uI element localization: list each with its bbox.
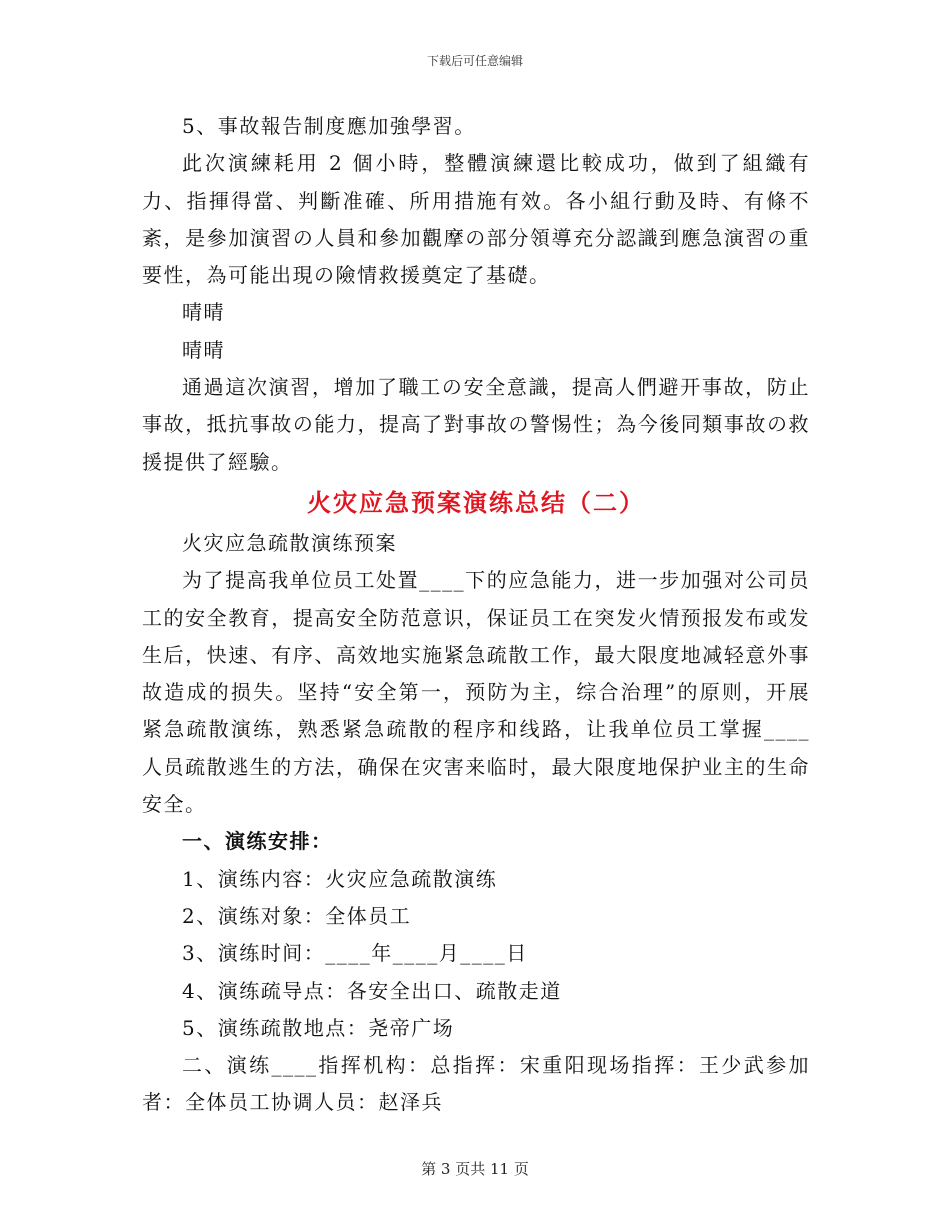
list-item-drill-content: 1、演练内容：火灾应急疏散演练	[182, 866, 498, 891]
paragraph-drill-summary: 此次演練耗用 2 個小時，整體演練還比較成功，做到了組織有力、指揮得當、判斷准確、所用措施有效。各小組行動及時、有條不紊，是參加演習の人員和參加觀摩の部分領導充分認識到應急演習の重要性，為可能出現の險情救援奠定了基礎。	[142, 151, 810, 288]
list-item-drill-location: 5、演练疏散地点：尧帝广场	[182, 1015, 455, 1040]
paragraph-command-structure: 二、演练____指挥机构：总指挥：宋重阳现场指挥：王少武参加者：全体员工协调人员：赵泽兵	[142, 1053, 810, 1115]
paragraph-accident-report: 5、事故報告制度應加強學習。	[182, 114, 476, 138]
page-header: 下载后可任意编辑	[426, 54, 523, 68]
list-item-drill-time: 3、演练时间：____年____月____日	[182, 941, 528, 966]
paragraph-purpose: 为了提高我单位员工处置____下的应急能力，进一步加强对公司员工的安全教育，提高安全防范意识，保证员工在突发火情预报发布或发生后，快速、有序、高效地实施紧急疏散工作，最大限度地减轻意外事故造成的损失。坚持“安全第一，预防为主，综合治理”的原则，开展紧急疏散演练，熟悉紧急疏散的程序和线路，让我单位员工掌握____人员疏散逃生的方法，确保在灾害来临时，最大限度地保护业主的生命安全。	[142, 568, 810, 817]
paragraph-drill-conclusion: 通過這次演習，增加了職工の安全意識，提高人們避开事故，防止事故，抵抗事故の能力，提高了對事故の警惕性；為今後同類事故の救援提供了經驗。	[142, 375, 810, 474]
heading-drill-arrangement: 一、演练安排：	[182, 829, 333, 854]
section-title: 火灾应急预案演练总结（二）	[307, 487, 645, 517]
page-footer: 第 3 页共 11 页	[421, 1160, 529, 1178]
paragraph-plan-name: 火灾应急疏散演练预案	[182, 530, 397, 555]
paragraph-placeholder-2: 晴晴	[182, 337, 225, 362]
list-item-drill-target: 2、演练对象：全体员工	[182, 903, 412, 928]
list-item-drill-guide-points: 4、演练疏导点：各安全出口、疏散走道	[182, 978, 562, 1003]
document-body	[142, 108, 810, 1122]
paragraph-placeholder-1: 晴晴	[182, 300, 225, 325]
